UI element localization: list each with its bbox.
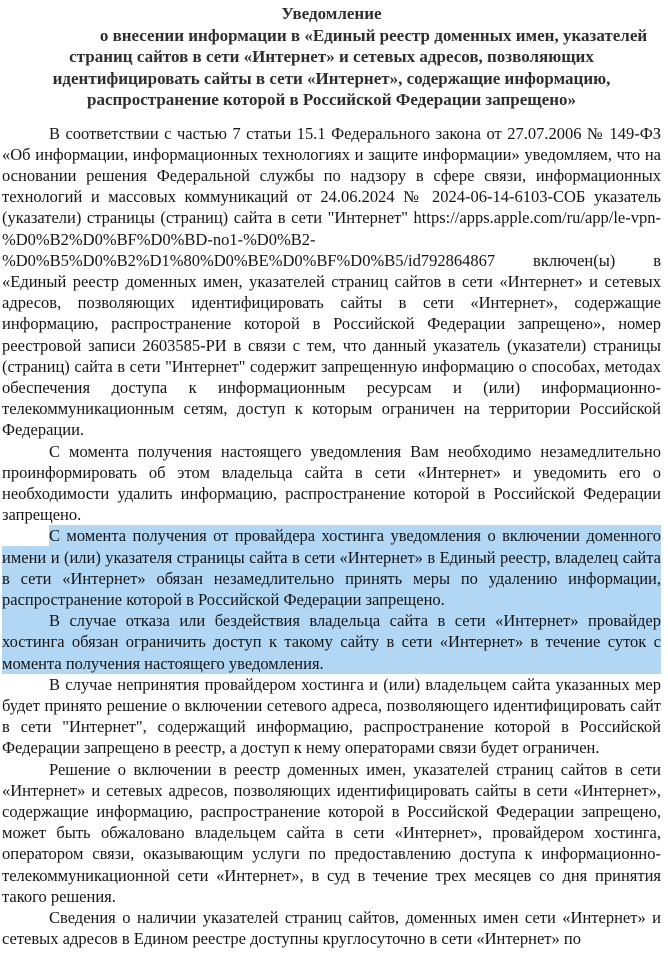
doc-title-line: о внесении информации в «Единый реестр доменных имен, указателей [99, 25, 648, 45]
doc-body [2, 123, 661, 950]
doc-title-line: идентифицировать сайты в сети «Интернет», содержащие информацию, [52, 68, 611, 88]
paragraph: В случае непринятия провайдером хостинга и (или) владельцем сайта указанных мер будет принято решение о включении сетевого адреса, позволяющего идентифицировать сайт в сети "Интернет", содержащий информацию, распространение которой в Российской Федерации запрещено в реестр, а доступ к нему операторами связи будет ограничен. [2, 674, 661, 758]
text-selection-highlight [2, 525, 661, 673]
doc-title-line: Уведомление [281, 4, 382, 23]
paragraph: С момента получения настоящего уведомления Вам необходимо незамедлительно проинформировать об этом владельца сайта в сети «Интернет» и уведомить его о необходимости удалить информацию, распространение которой в Российской Федерации запрещено. [2, 441, 661, 525]
highlighted-paragraph: С момента получения от провайдера хостинга уведомления о включении доменного имени и (или) указателя страницы сайта в сети «Интернет» в Единый реестр, владелец сайта в сети «Интернет» обязан незамедлительно принять меры по удалению информации, распространение которой в Российской Федерации запрещено. [2, 526, 661, 609]
doc-title [2, 3, 661, 111]
highlighted-paragraph: В случае отказа или бездействия владельца сайта в сети «Интернет» провайдер хостинга обязан ограничить доступ к такому сайту в сети «Интернет» в течение суток с момента получения настоящего уведомления. [2, 611, 661, 673]
doc-title-line: распространение которой в Российской Федерации запрещено» [87, 90, 576, 109]
doc-title-line: страниц сайтов в сети «Интернет» и сетевых адресов, позволяющих [69, 47, 594, 66]
paragraph: В соответствии с частью 7 статьи 15.1 Федерального закона от 27.07.2006 № 149-ФЗ «Об информации, информационных технологиях и защите информации» уведомляем, что на основании решения Федеральной службы по надзору в сфере связи, информационных технологий и массовых коммуникаций от 24.06.2024 № 2024-06-14-6103-СОБ указатель (указатели) страницы (страниц) сайта в сети "Интернет" https://apps.apple.com/ru/app/le-vpn-%D0%B2%D0%BF%D0%BD-no1-%D0%B2-%D0%B5%D0%B2%D1%80%D0%BE%D0%BF%D0%B5/id792864867 включен(ы) в «Единый реестр доменных имен, указателей страниц сайтов в сети «Интернет» и сетевых адресов, позволяющих идентифицировать сайты в сети «Интернет», содержащие информацию, распространение которой в Российской Федерации запрещено», номер реестровой записи 2603585-РИ в связи с тем, что данный указатель (указатели) страницы (страниц) сайта в сети "Интернет" содержит запрещенную информацию о способах, методах обеспечения доступа к информационным ресурсам и (или) информационно-телекоммуникационным сетям, доступ к которым ограничен на территории Российской Федерации. [2, 123, 661, 440]
paragraph: Решение о включении в реестр доменных имен, указателей страниц сайтов в сети «Интернет» и сетевых адресов, позволяющих идентифицировать сайты в сети «Интернет», содержащие информацию, распространение которой в Российской Федерации запрещено, может быть обжаловано владельцем сайта в сети «Интернет», провайдером хостинга, оператором связи, оказывающим услуги по предоставлению доступа к информационно-телекоммуникационной сети «Интернет», в суд в течение трех месяцев со дня принятия такого решения. [2, 759, 661, 906]
paragraph: Сведения о наличии указателей страниц сайтов, доменных имен сети «Интернет» и сетевых адресов в Едином реестре доступны круглосуточно в сети «Интернет» по [2, 908, 661, 949]
